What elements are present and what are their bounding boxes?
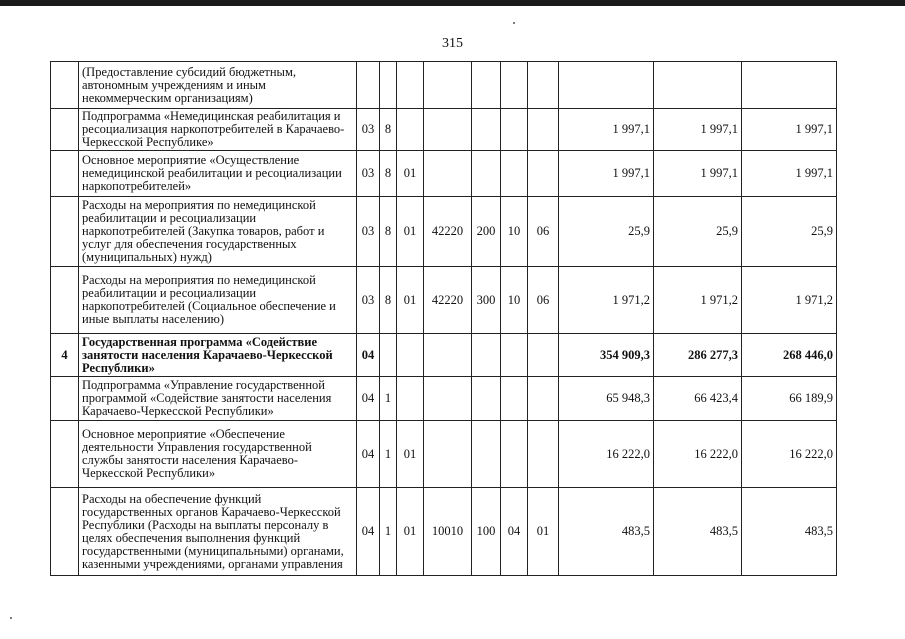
amount-year-1 — [559, 62, 654, 109]
amount-year-3: 1 997,1 — [742, 151, 837, 197]
code-activity — [397, 377, 424, 421]
amount-year-1: 65 948,3 — [559, 377, 654, 421]
code-section: 04 — [501, 488, 528, 576]
code-program: 04 — [357, 488, 380, 576]
row-number — [51, 62, 79, 109]
row-description: (Предоставление субсидий бюджетным, автономным учреждениям и иным некоммерческим организациям) — [79, 62, 357, 109]
row-number — [51, 197, 79, 267]
amount-year-3: 1 997,1 — [742, 109, 837, 151]
table-row — [51, 267, 837, 334]
code-subprogram — [380, 62, 397, 109]
budget-table — [50, 61, 837, 576]
table-row — [51, 62, 837, 109]
code-subsection — [528, 377, 559, 421]
scan-top-border — [0, 0, 905, 6]
amount-year-1: 1 971,2 — [559, 267, 654, 334]
code-subsection: 01 — [528, 488, 559, 576]
code-expense-type: 100 — [472, 488, 501, 576]
row-number — [51, 151, 79, 197]
row-description: Расходы на мероприятия по немедицинской реабилитации и ресоциализации наркопотребителей (Социальное обеспечение и иные выплаты населению) — [79, 267, 357, 334]
code-program — [357, 62, 380, 109]
amount-year-1: 1 997,1 — [559, 151, 654, 197]
row-description: Расходы на обеспечение функций государственных органов Карачаево-Черкесской Республики (Расходы на выплаты персоналу в целях обеспечения выполнения функций государственными (муниципальными) органами, казенными учреждениями, органами управления — [79, 488, 357, 576]
code-section — [501, 421, 528, 488]
code-activity — [397, 109, 424, 151]
code-subsection: 06 — [528, 197, 559, 267]
amount-year-2: 483,5 — [654, 488, 742, 576]
table-row — [51, 151, 837, 197]
code-activity: 01 — [397, 151, 424, 197]
code-direction — [424, 377, 472, 421]
code-expense-type: 300 — [472, 267, 501, 334]
code-direction: 10010 — [424, 488, 472, 576]
code-section — [501, 151, 528, 197]
amount-year-2: 1 971,2 — [654, 267, 742, 334]
amount-year-2: 1 997,1 — [654, 109, 742, 151]
code-subprogram: 1 — [380, 421, 397, 488]
code-activity — [397, 62, 424, 109]
code-section: 10 — [501, 197, 528, 267]
table-row — [51, 109, 837, 151]
code-program: 03 — [357, 151, 380, 197]
row-description: Подпрограмма «Немедицинская реабилитация и ресоциализация наркопотребителей в Карачаево-Черкесской Республике» — [79, 109, 357, 151]
code-program: 04 — [357, 377, 380, 421]
code-section — [501, 62, 528, 109]
amount-year-2 — [654, 62, 742, 109]
code-subprogram — [380, 334, 397, 377]
code-program: 04 — [357, 334, 380, 377]
code-expense-type — [472, 421, 501, 488]
code-subsection — [528, 421, 559, 488]
code-subsection — [528, 334, 559, 377]
amount-year-3: 483,5 — [742, 488, 837, 576]
code-direction — [424, 421, 472, 488]
scan-speck — [513, 22, 515, 24]
row-description: Расходы на мероприятия по немедицинской реабилитации и ресоциализации наркопотребителей (Закупка товаров, работ и услуг для обеспечения государственных (муниципальных) нужд) — [79, 197, 357, 267]
amount-year-3: 66 189,9 — [742, 377, 837, 421]
code-program: 03 — [357, 197, 380, 267]
code-subsection — [528, 109, 559, 151]
code-expense-type — [472, 377, 501, 421]
code-subprogram: 8 — [380, 197, 397, 267]
row-number — [51, 267, 79, 334]
amount-year-3: 25,9 — [742, 197, 837, 267]
scan-speck — [10, 617, 12, 619]
code-direction — [424, 109, 472, 151]
amount-year-2: 16 222,0 — [654, 421, 742, 488]
amount-year-1: 25,9 — [559, 197, 654, 267]
code-direction — [424, 334, 472, 377]
code-direction: 42220 — [424, 267, 472, 334]
code-activity: 01 — [397, 197, 424, 267]
amount-year-2: 1 997,1 — [654, 151, 742, 197]
code-direction: 42220 — [424, 197, 472, 267]
code-program: 04 — [357, 421, 380, 488]
page-number: 315 — [442, 36, 463, 51]
code-section — [501, 109, 528, 151]
code-section — [501, 377, 528, 421]
code-subprogram: 1 — [380, 377, 397, 421]
amount-year-2: 286 277,3 — [654, 334, 742, 377]
amount-year-1: 354 909,3 — [559, 334, 654, 377]
code-program: 03 — [357, 109, 380, 151]
code-expense-type — [472, 334, 501, 377]
code-activity: 01 — [397, 421, 424, 488]
row-number: 4 — [51, 334, 79, 377]
row-number — [51, 421, 79, 488]
amount-year-1: 16 222,0 — [559, 421, 654, 488]
code-expense-type — [472, 62, 501, 109]
code-expense-type — [472, 109, 501, 151]
code-section: 10 — [501, 267, 528, 334]
row-number — [51, 109, 79, 151]
row-number — [51, 488, 79, 576]
code-subprogram: 1 — [380, 488, 397, 576]
code-subsection: 06 — [528, 267, 559, 334]
amount-year-2: 66 423,4 — [654, 377, 742, 421]
code-subprogram: 8 — [380, 151, 397, 197]
amount-year-3 — [742, 62, 837, 109]
code-expense-type: 200 — [472, 197, 501, 267]
amount-year-1: 483,5 — [559, 488, 654, 576]
code-subsection — [528, 62, 559, 109]
code-expense-type — [472, 151, 501, 197]
code-activity: 01 — [397, 488, 424, 576]
code-subsection — [528, 151, 559, 197]
table-row — [51, 488, 837, 576]
code-activity: 01 — [397, 267, 424, 334]
table-row — [51, 377, 837, 421]
table-row — [51, 197, 837, 267]
row-description: Подпрограмма «Управление государственной программой «Содействие занятости населения Карачаево-Черкесской Республики» — [79, 377, 357, 421]
amount-year-2: 25,9 — [654, 197, 742, 267]
row-number — [51, 377, 79, 421]
code-direction — [424, 151, 472, 197]
amount-year-3: 16 222,0 — [742, 421, 837, 488]
code-subprogram: 8 — [380, 109, 397, 151]
table-row — [51, 334, 837, 377]
row-description: Основное мероприятие «Обеспечение деятельности Управления государственной службы занятости населения Карачаево-Черкесской Республики» — [79, 421, 357, 488]
code-program: 03 — [357, 267, 380, 334]
code-activity — [397, 334, 424, 377]
amount-year-3: 268 446,0 — [742, 334, 837, 377]
amount-year-3: 1 971,2 — [742, 267, 837, 334]
table-row — [51, 421, 837, 488]
row-description: Основное мероприятие «Осуществление немедицинской реабилитации и ресоциализации наркопотребителей» — [79, 151, 357, 197]
row-description: Государственная программа «Содействие занятости населения Карачаево-Черкесской Республики» — [79, 334, 357, 377]
code-section — [501, 334, 528, 377]
code-subprogram: 8 — [380, 267, 397, 334]
amount-year-1: 1 997,1 — [559, 109, 654, 151]
code-direction — [424, 62, 472, 109]
